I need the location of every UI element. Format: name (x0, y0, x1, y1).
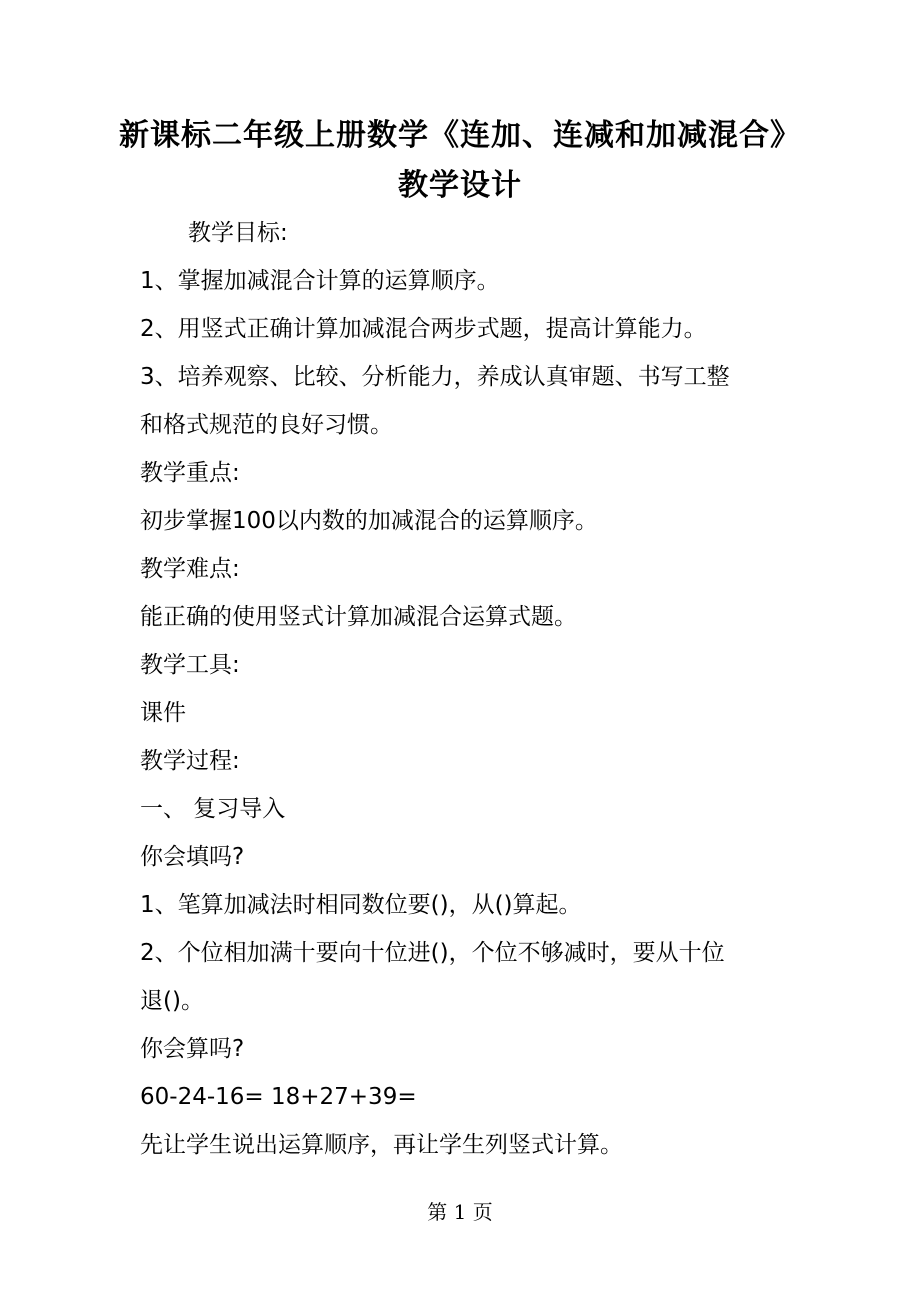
section-heading-tools: 教学工具: (140, 652, 240, 678)
objective-item-1: 1、掌握加减混合计算的运算顺序。 (140, 268, 500, 294)
key-point-text: 初步掌握100以内数的加减混合的运算顺序。 (140, 508, 598, 534)
objective-item-3: 3、培养观察、比较、分析能力，养成认真审题、书写工整 (140, 364, 730, 390)
fill-in-question-2: 2、个位相加满十要向十位进()，个位不够减时，要从十位 (140, 940, 725, 966)
process-step-1-heading: 一、 复习导入 (140, 796, 286, 822)
document-title-line-2: 教学设计 (398, 168, 522, 203)
section-heading-objectives: 教学目标: (188, 220, 288, 246)
difficulty-text: 能正确的使用竖式计算加减混合运算式题。 (140, 604, 577, 630)
fill-in-prompt: 你会填吗? (140, 844, 245, 870)
calculation-exercises: 60-24-16= 18+27+39= (140, 1084, 417, 1110)
tools-text: 课件 (140, 700, 186, 726)
section-heading-process: 教学过程: (140, 748, 240, 774)
section-heading-difficulties: 教学难点: (140, 556, 240, 582)
instruction-text: 先让学生说出运算顺序，再让学生列竖式计算。 (140, 1132, 623, 1158)
calculate-prompt: 你会算吗? (140, 1036, 245, 1062)
objective-item-2: 2、用竖式正确计算加减混合两步式题，提高计算能力。 (140, 316, 707, 342)
objective-item-3-continued: 和格式规范的良好习惯。 (140, 412, 393, 438)
section-heading-key-points: 教学重点: (140, 460, 240, 486)
fill-in-question-1: 1、笔算加减法时相同数位要()，从()算起。 (140, 892, 582, 918)
document-title-line-1: 新课标二年级上册数学《连加、连减和加减混合》 (119, 118, 801, 153)
fill-in-question-2-continued: 退()。 (140, 988, 204, 1014)
page-number-footer: 第 1 页 (427, 1200, 493, 1224)
